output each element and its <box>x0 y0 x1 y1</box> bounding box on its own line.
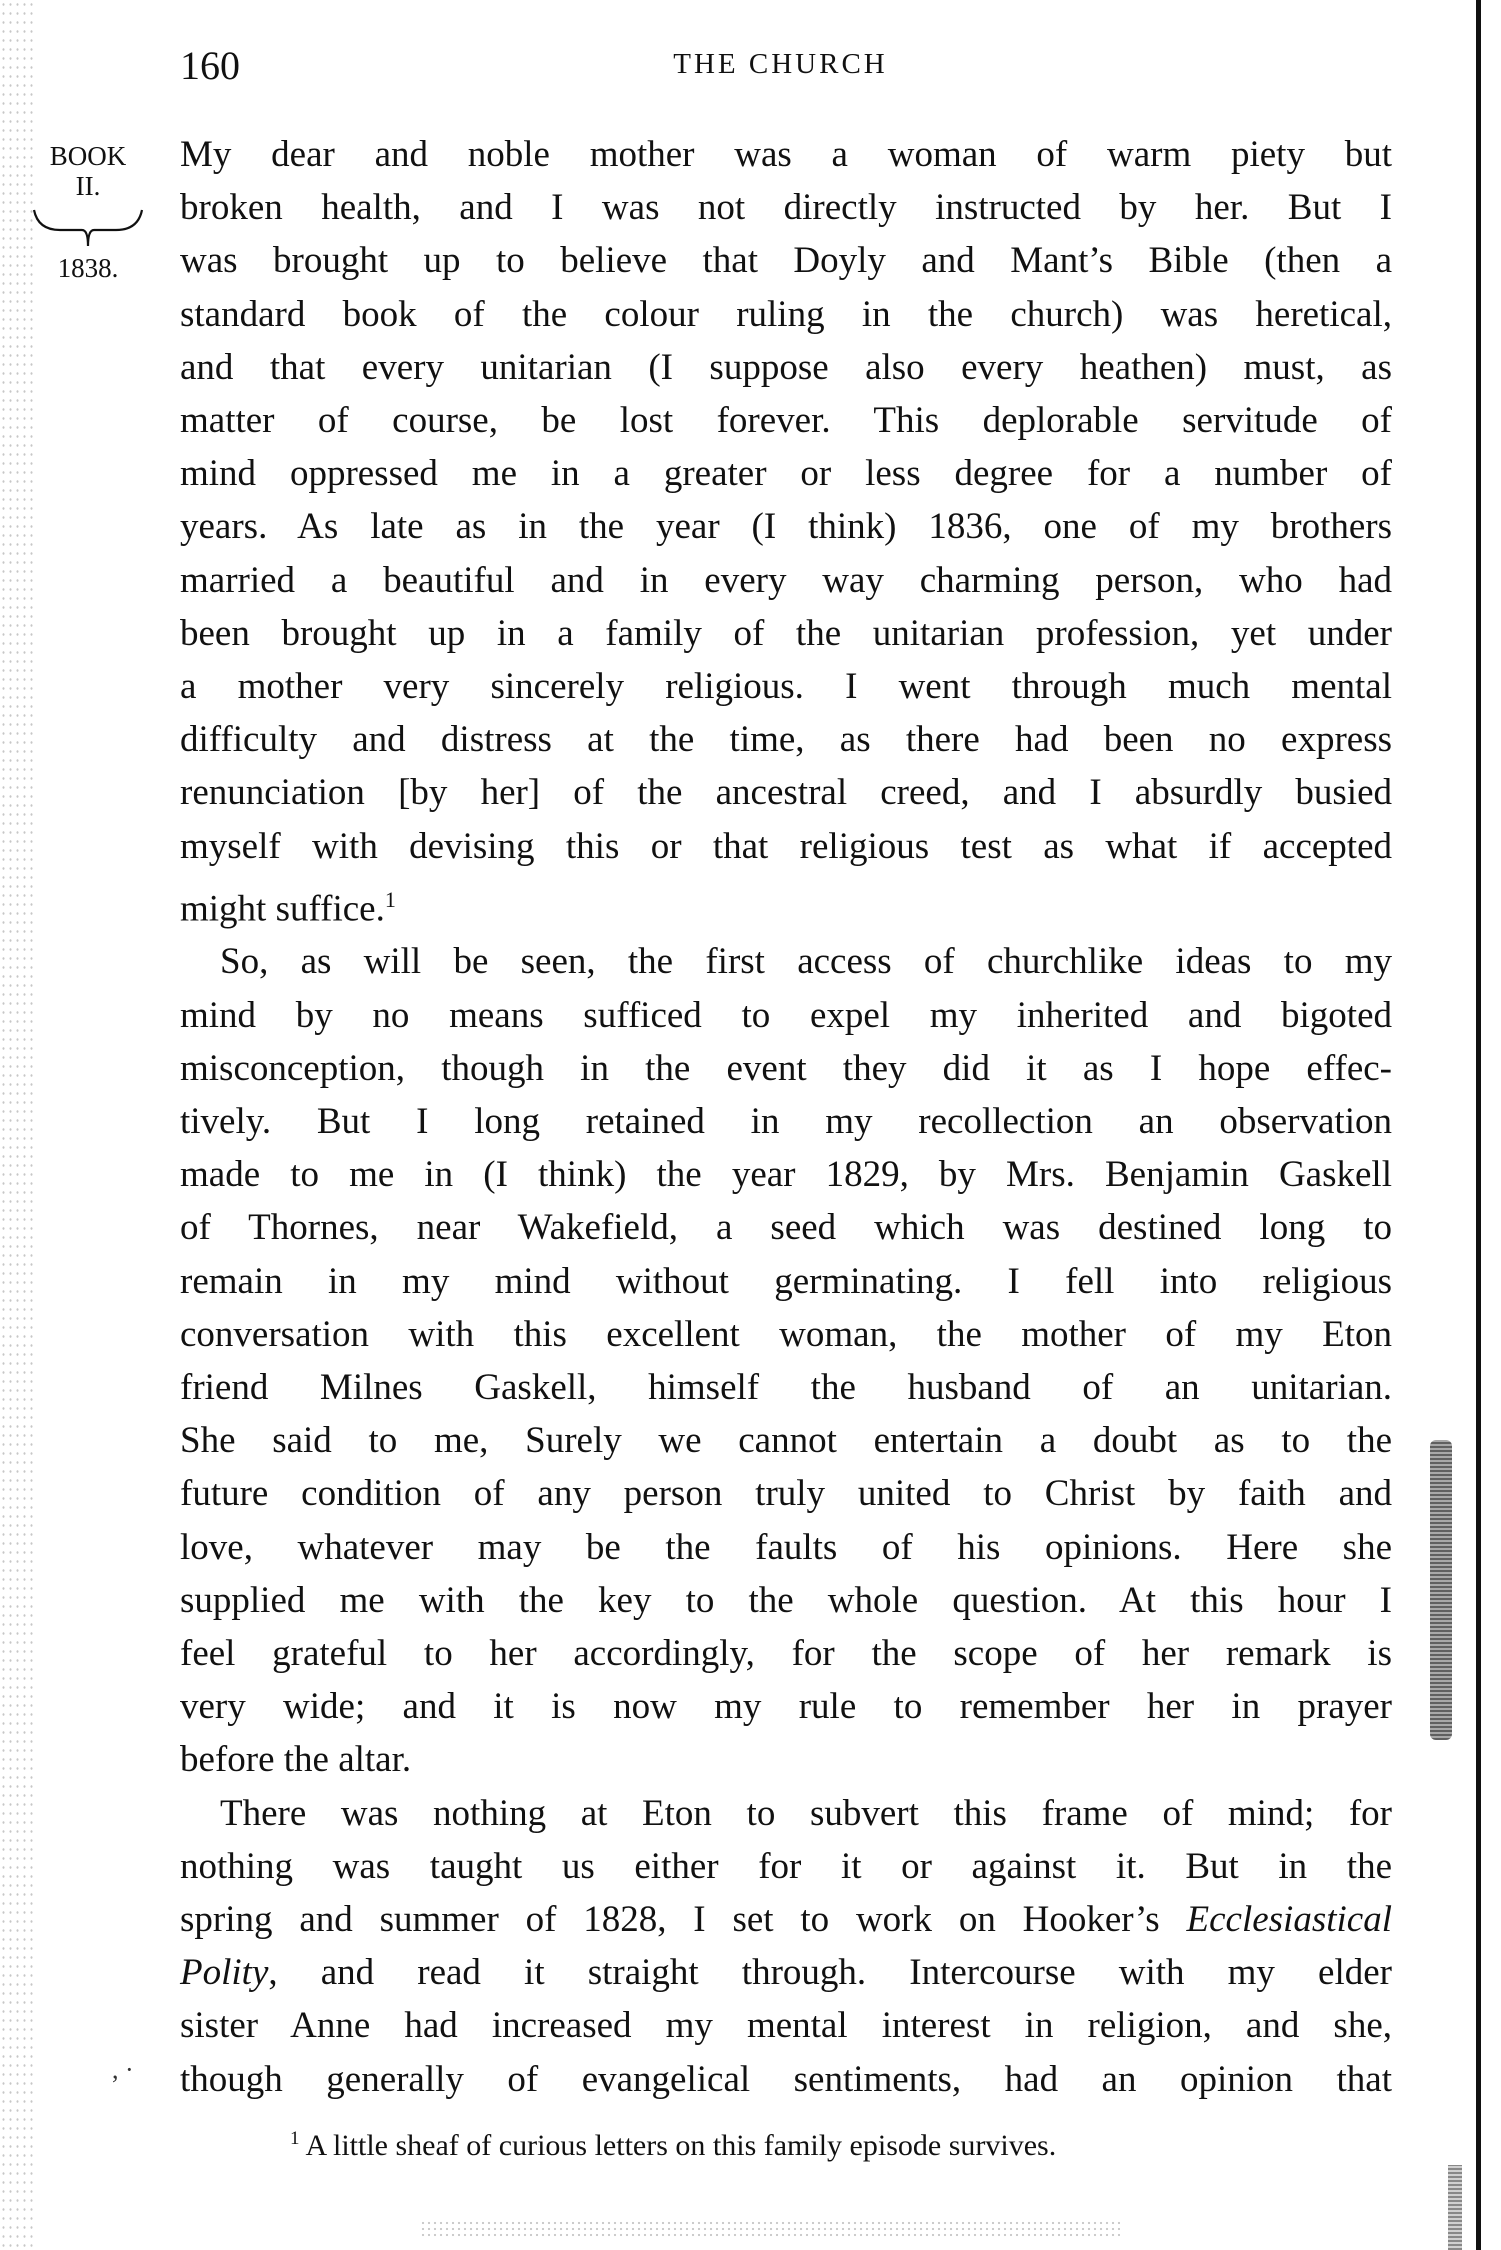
margin-mark: , · <box>112 2055 134 2084</box>
body-text <box>180 128 1392 2106</box>
page-edge-speckle <box>0 0 36 2250</box>
running-head <box>0 48 1501 81</box>
text-line: misconception, though in the event they did it as I hope effec- <box>180 1047 1392 1089</box>
text-line: of Thornes, near Wakefield, a seed which was destined long to <box>180 1207 1392 1249</box>
text-line: tively. But I long retained in my recollection an observation <box>180 1100 1392 1142</box>
footnote-marker: 1 <box>290 2128 300 2149</box>
text-line: feel grateful to her accordingly, for the scope of her remark is <box>180 1633 1392 1675</box>
text-line: mind oppressed me in a greater or less degree for a number of <box>180 453 1392 495</box>
text-line: There was nothing at Eton to subvert this frame of mind; for <box>220 1792 1392 1834</box>
text-line: broken health, and I was not directly instructed by her. But I <box>180 187 1392 229</box>
text-line: She said to me, Surely we cannot entertain a doubt as to the <box>180 1420 1392 1462</box>
running-head-text: THE CHURCH <box>673 48 888 80</box>
text-line: before the altar. <box>180 1739 412 1781</box>
text-line: years. As late as in the year (I think) 1836, one of my brothers <box>180 506 1392 548</box>
text-line: matter of course, be lost forever. This deplorable servitude of <box>180 400 1392 442</box>
footnote-ref: 1 <box>384 886 396 912</box>
text-line: remain in my mind without germinating. I fell into religious <box>180 1260 1392 1302</box>
margin-book-number: II. <box>75 171 101 201</box>
text-line: conversation with this excellent woman, the mother of my Eton <box>180 1313 1392 1355</box>
text-line: mind by no means sufficed to expel my inherited and bigoted <box>180 994 1392 1036</box>
text-line: My dear and noble mother was a woman of warm piety but <box>180 134 1392 175</box>
scan-smudge-bottom <box>1448 2165 1462 2250</box>
text-line: sister Anne had increased my mental interest in religion, and she, <box>180 2005 1392 2047</box>
scan-smudge <box>1430 1440 1452 1740</box>
text-line: been brought up in a family of the unitarian profession, yet under <box>180 612 1392 654</box>
page-number: 160 <box>180 43 240 88</box>
footnote-text: A little sheaf of curious letters on this family episode survives. <box>305 2129 1057 2162</box>
paragraph-2 <box>180 935 1392 1786</box>
text-line-content: spring and summer of 1828, I set to work on Hooker’s <box>180 1899 1187 1941</box>
text-line: nothing was taught us either for it or against it. But in the <box>180 1845 1392 1887</box>
paragraph-1 <box>180 128 1392 935</box>
book-title-italic: Polity <box>180 1952 269 1994</box>
text-line-content: might suffice. <box>180 888 385 930</box>
text-line: love, whatever may be the faults of his opinions. Here she <box>180 1526 1392 1568</box>
text-line: difficulty and distress at the time, as there had been no express <box>180 719 1392 761</box>
text-line: a mother very sincerely religious. I went through much mental <box>180 666 1392 708</box>
text-line: was brought up to believe that Doyly and Mant’s Bible (then a <box>180 240 1392 282</box>
book-title-italic: Ecclesiastical <box>1186 1899 1392 1941</box>
text-line-content: , and read it straight through. Intercourse with my elder <box>268 1952 1392 1994</box>
text-line: myself with devising this or that religious test as what if accepted <box>180 825 1392 867</box>
text-line: supplied me with the key to the whole question. At this hour I <box>180 1579 1392 1621</box>
text-line: though generally of evangelical sentiments, had an opinion that <box>180 2058 1392 2100</box>
margin-year: 1838. <box>57 253 119 283</box>
margin-book-label: BOOK <box>49 141 127 171</box>
text-line: and that every unitarian (I suppose also every heathen) must, as <box>180 346 1392 388</box>
text-line: So, as will be seen, the first access of churchlike ideas to my <box>220 941 1392 983</box>
text-line: very wide; and it is now my rule to remember her in prayer <box>180 1686 1392 1728</box>
text-line: made to me in (I think) the year 1829, by Mrs. Benjamin Gaskell <box>180 1154 1392 1196</box>
paragraph-3 <box>180 1787 1392 2106</box>
footnote <box>290 2128 1056 2163</box>
text-line <box>180 873 1392 936</box>
text-line: future condition of any person truly united to Christ by faith and <box>180 1473 1392 1515</box>
margin-note <box>28 140 148 284</box>
scan-noise <box>420 2220 1120 2238</box>
text-line: married a beautiful and in every way charming person, who had <box>180 559 1392 601</box>
curly-brace-icon <box>30 206 146 250</box>
text-line: renunciation [by her] of the ancestral creed, and I absurdly busied <box>180 772 1392 814</box>
text-line: standard book of the colour ruling in the church) was heretical, <box>180 293 1392 335</box>
text-line: friend Milnes Gaskell, himself the husband of an unitarian. <box>180 1367 1392 1408</box>
text-line <box>180 1893 1392 1946</box>
page-border-rule <box>1476 0 1481 2250</box>
text-line <box>180 1946 1392 1999</box>
